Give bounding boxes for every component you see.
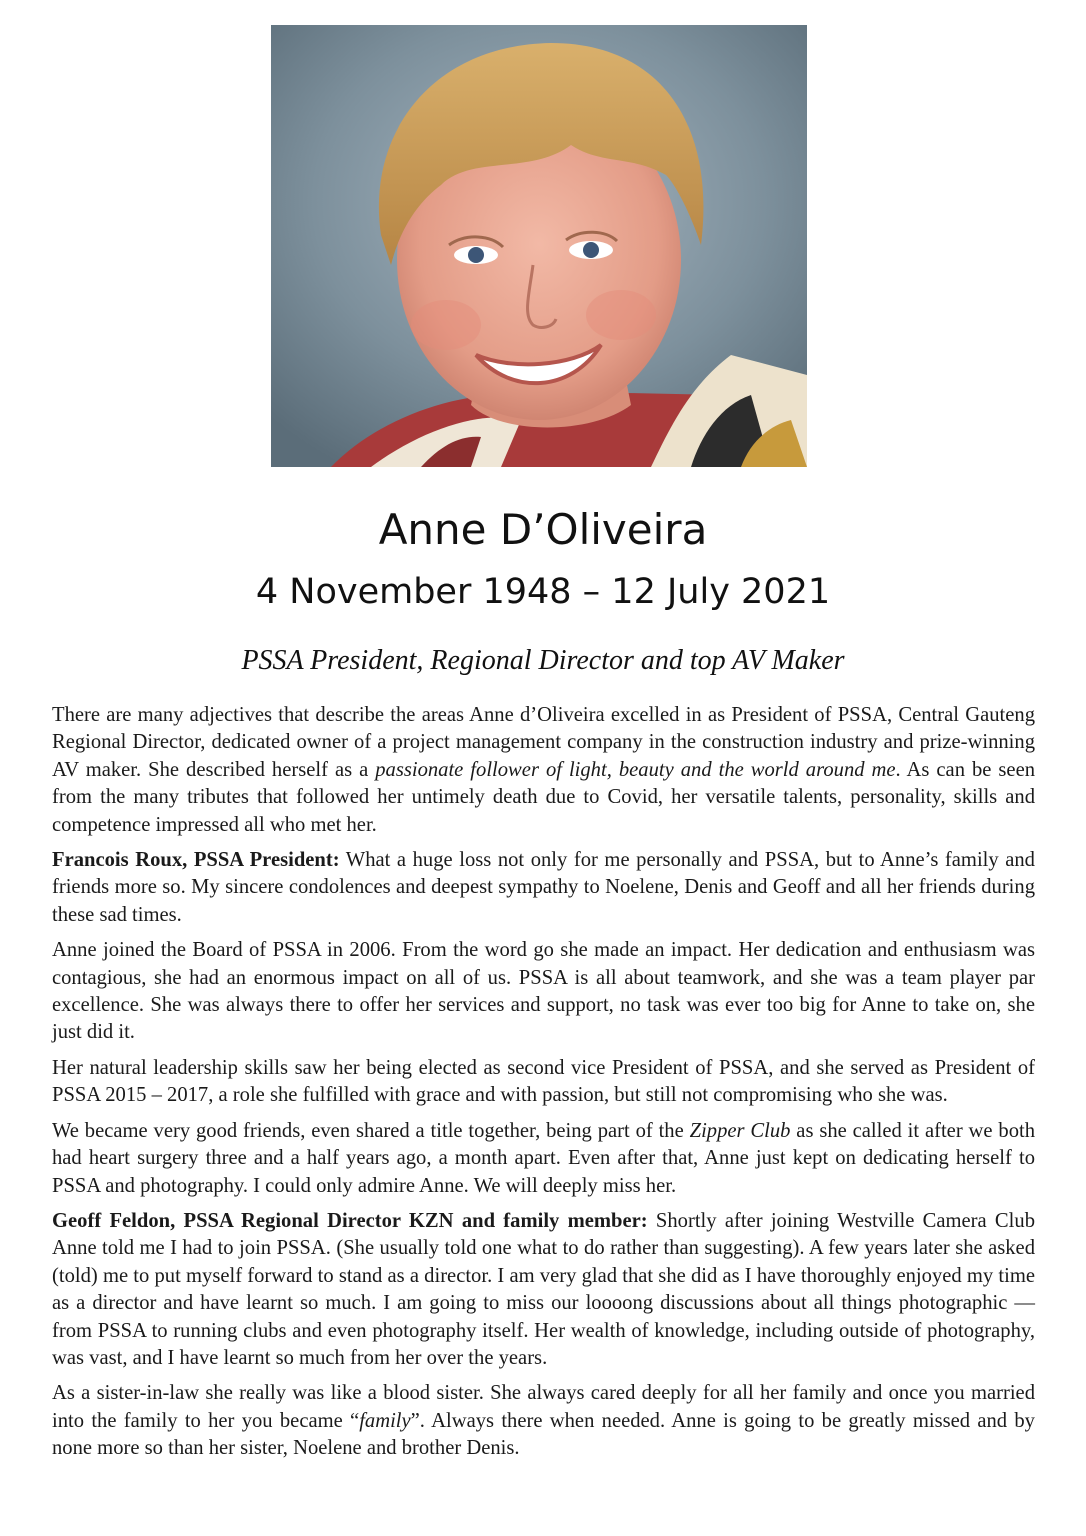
paragraph-leadership [52,1055,1035,1110]
paragraph-roux-tribute [52,847,1035,929]
text-segment: ”. Always there when needed. Anne is going to be greatly missed and by none more so than her sister, Noelene and brother Denis. [52,1409,1035,1460]
paragraph-friends [52,1118,1035,1200]
person-name: Anne D’Oliveira [378,505,708,554]
italic-club-name: Zipper Club [689,1119,791,1142]
subtitle: PSSA President, Regional Director and top AV Maker [241,645,845,676]
text-segment: We became very good friends, even shared a title together, being part of the [52,1119,690,1142]
paragraph-intro [52,702,1035,839]
text-segment: Her natural leadership skills saw her being elected as second vice President of PSSA, and she served as President of PSSA 2015 – 2017, a role she fulfilled with grace and with passion, but still not compromising who she was. [52,1056,1035,1107]
text-segment: as she called it after we both had heart surgery three and a half years ago, a month apart. Even after that, Anne just kept on dedicating herself to PSSA and photography. I could only admire Anne. We will deeply miss her. [52,1119,1036,1197]
paragraph-feldon-tribute [52,1208,1035,1372]
text-segment: Anne joined the Board of PSSA in 2006. From the word go she made an impact. Her dedication and enthusiasm was contagious, she had an enormous impact on all of us. PSSA is all about teamwork, and she was a team player par excellence. She was always there to offer her services and support, no task was ever too big for Anne to take on, she just did it. [52,939,1035,1044]
text-segment: . As can be seen from the many tributes that followed her untimely death due to Covid, her versatile talents, personality, skills and competence impressed all who met her. [52,758,1036,836]
italic-quote: passionate follower of light, beauty and the world around me [375,758,896,781]
paragraph-board [52,937,1035,1047]
life-dates: 4 November 1948 – 12 July 2021 [255,572,831,612]
portrait-photo [271,25,807,467]
speaker-label: Francois Roux, PSSA President: [52,849,340,872]
tribute-body [52,702,1035,1471]
text-segment: There are many adjectives that describe the areas Anne d’Oliveira excelled in as President of PSSA, Central Gauteng Regional Director, dedicated owner of a project management company in the construction industry and prize-winning AV maker. She described herself as a [52,704,1035,781]
text-segment: What a huge loss not only for me personally and PSSA, but to Anne’s family and friends more so. My sincere condolences and deepest sympathy to Noelene, Denis and Geoff and all her friends during these sad times. [52,849,1035,926]
text-segment: Shortly after joining Westville Camera Club Anne told me I had to join PSSA. (She usually told one what to do rather than suggesting). A few years later she asked (told) me to put myself forward to stand as a director. I am very glad that she did as I have thoroughly enjoyed my time as a director and have learnt so much. I am going to miss our loooong discussions about all things photographic — from PSSA to running clubs and even photography itself. Her wealth of knowledge, including outside of photography, was vast, and I have learnt so much from her over the years. [52,1209,1035,1369]
italic-family: family [359,1409,411,1432]
speaker-label: Geoff Feldon, PSSA Regional Director KZN and family member: [52,1209,648,1232]
paragraph-sister-in-law [52,1380,1035,1462]
portrait-photo-icon [271,25,807,467]
text-segment: As a sister-in-law she really was like a blood sister. She always cared deeply for all her family and once you married into the family to her you became “ [52,1382,1035,1432]
